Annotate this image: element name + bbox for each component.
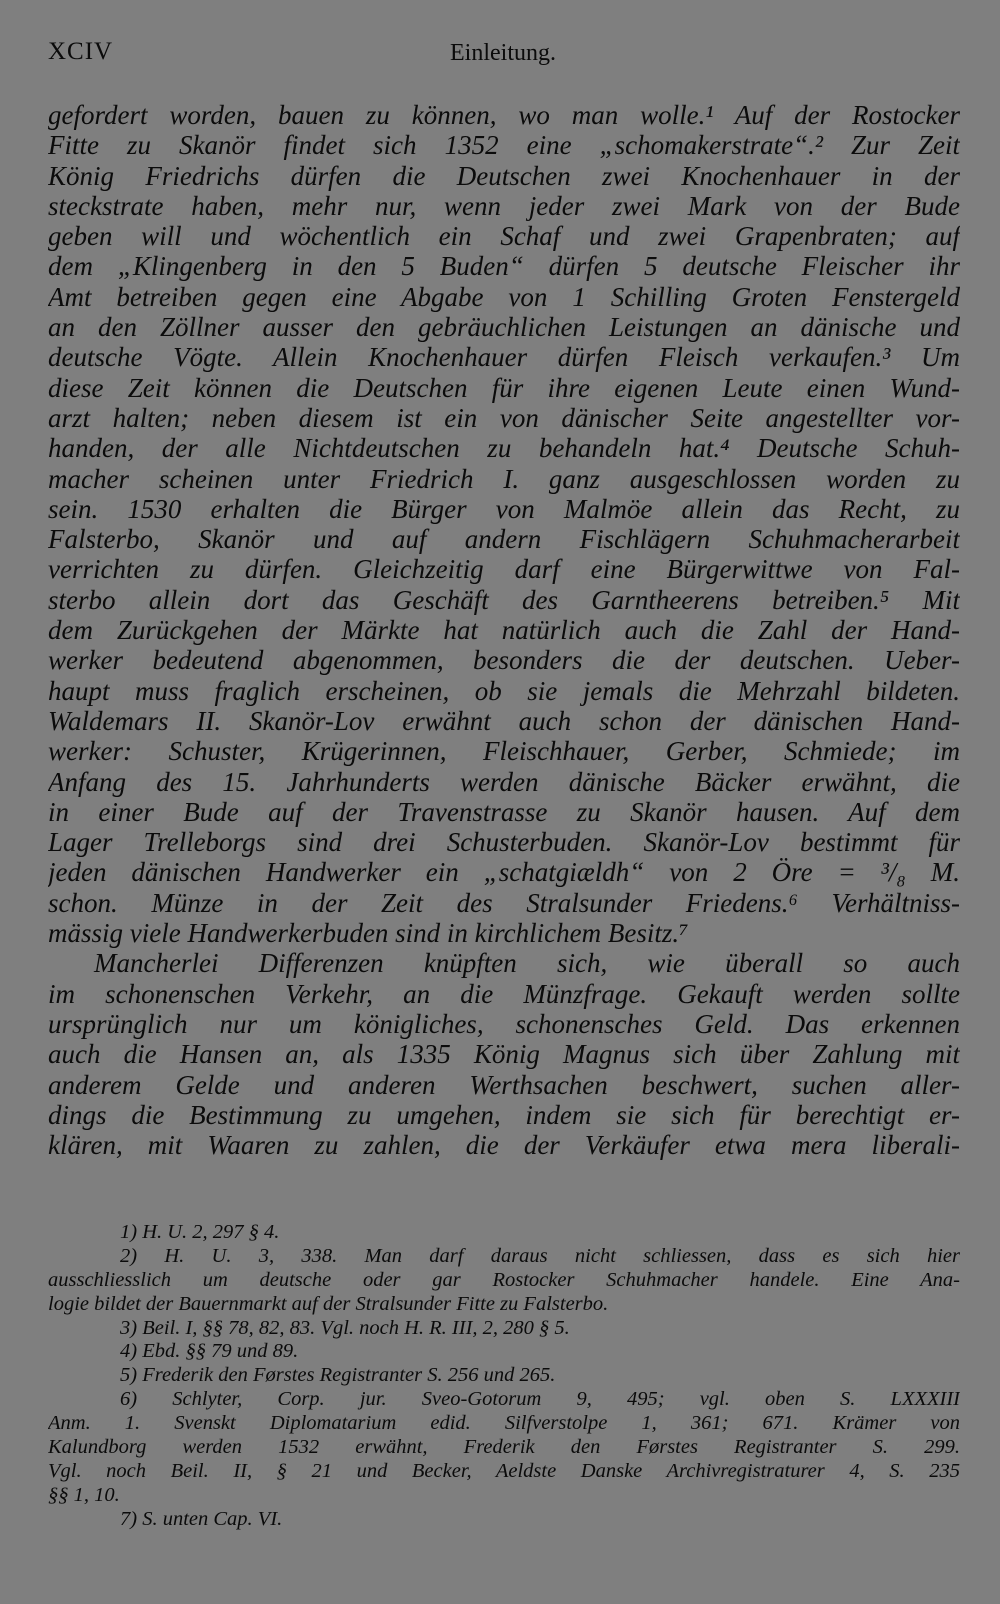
body-line: werker: Schuster, Krügerinnen, Fleischhauer, Gerber, Schmiede; im	[48, 736, 960, 767]
body-text	[48, 100, 960, 1160]
body-line: Anfang des 15. Jahrhunderts werden dänische Bäcker erwähnt, die	[48, 766, 960, 797]
body-line: mässig viele Handwerkerbuden sind in kirchlichem Besitz.⁷	[48, 918, 689, 949]
footnotes	[48, 1221, 960, 1532]
footnote-line: §§ 1, 10.	[48, 1483, 120, 1506]
body-line: macher scheinen unter Friedrich I. ganz ausgeschlossen worden zu	[48, 463, 960, 494]
footnote-line: 2) H. U. 3, 338. Man darf daraus nicht schliessen, dass es sich hier	[120, 1244, 960, 1267]
page-header	[48, 38, 958, 74]
footnote-line: Kalundborg werden 1532 erwähnt, Frederik den Førstes Registranter S. 299.	[48, 1436, 960, 1459]
body-line: haupt muss fraglich erscheinen, ob sie jemals die Mehrzahl bildeten.	[48, 675, 960, 706]
body-line: ursprünglich nur um königliches, schonensches Geld. Das erkennen	[48, 1008, 960, 1039]
body-line: klären, mit Waaren zu zahlen, die der Verkäufer etwa mera liberali-	[48, 1130, 960, 1161]
body-line: steckstrate haben, mehr nur, wenn jeder zwei Mark von der Bude	[48, 190, 960, 221]
body-line: jeden dänischen Handwerker ein „schatgiældh“ von 2 Öre = ³/₈ M.	[48, 857, 960, 888]
body-line: schon. Münze in der Zeit des Stralsunder Friedens.⁶ Verhältniss-	[48, 887, 960, 918]
body-line: im schonenschen Verkehr, an die Münzfrage. Gekauft werden sollte	[48, 978, 960, 1009]
body-line: Mancherlei Differenzen knüpften sich, wie überall so auch	[94, 948, 960, 979]
body-line: verrichten zu dürfen. Gleichzeitig darf eine Bürgerwittwe von Fal-	[48, 554, 960, 585]
body-line: sterbo allein dort das Geschäft des Garntheerens betreiben.⁵ Mit	[48, 584, 960, 615]
footnote-line: 1) H. U. 2, 297 § 4.	[120, 1221, 280, 1243]
body-line: Amt betreiben gegen eine Abgabe von 1 Schilling Groten Fenstergeld	[48, 281, 960, 312]
body-line: sein. 1530 erhalten die Bürger von Malmöe allein das Recht, zu	[48, 493, 960, 524]
body-line: an den Zöllner ausser den gebräuchlichen Leistungen an dänische und	[48, 312, 960, 343]
body-line: in einer Bude auf der Travenstrasse zu Skanör hausen. Auf dem	[48, 796, 960, 827]
body-line: dem Zurückgehen der Märkte hat natürlich auch die Zahl der Hand-	[48, 615, 960, 646]
body-line: geben will und wöchentlich ein Schaf und zwei Grapenbraten; auf	[48, 221, 960, 252]
body-line: Waldemars II. Skanör-Lov erwähnt auch schon der dänischen Hand-	[48, 705, 960, 736]
body-line: dem „Klingenberg in den 5 Buden“ dürfen 5 deutsche Fleischer ihr	[48, 251, 960, 282]
footnote-line: logie bildet der Bauernmarkt auf der Stralsunder Fitte zu Falsterbo.	[48, 1292, 609, 1315]
body-line: diese Zeit können die Deutschen für ihre eigenen Leute einen Wund-	[48, 372, 960, 403]
body-line: Lager Trelleborgs sind drei Schusterbuden. Skanör-Lov bestimmt für	[48, 827, 960, 858]
footnote-line: Anm. 1. Svenskt Diplomatarium edid. Silfverstolpe 1, 361; 671. Krämer von	[48, 1412, 960, 1435]
body-line: anderem Gelde und anderen Werthsachen beschwert, suchen aller-	[48, 1069, 960, 1100]
body-line: Fitte zu Skanör findet sich 1352 eine „schomakerstrate“.² Zur Zeit	[48, 130, 960, 161]
body-line: handen, der alle Nichtdeutschen zu behandeln hat.⁴ Deutsche Schuh-	[48, 433, 960, 464]
running-title: Einleitung.	[450, 40, 556, 66]
body-line: König Friedrichs dürfen die Deutschen zwei Knochenhauer in der	[48, 160, 960, 191]
footnote-line: 5) Frederik den Førstes Registranter S. 256 und 265.	[120, 1364, 556, 1387]
footnote-line: 4) Ebd. §§ 79 und 89.	[120, 1340, 299, 1363]
footnote-line: Vgl. noch Beil. II, § 21 und Becker, Aeldste Danske Archivregistraturer 4, S. 235	[48, 1459, 960, 1482]
body-line: deutsche Vögte. Allein Knochenhauer dürfen Fleisch verkaufen.³ Um	[48, 342, 960, 373]
footnote-line: 3) Beil. I, §§ 78, 82, 83. Vgl. noch H. R. III, 2, 280 § 5.	[120, 1316, 570, 1339]
body-line: Falsterbo, Skanör und auf andern Fischlägern Schuhmacherarbeit	[48, 524, 960, 555]
footnote-line: ausschliesslich um deutsche oder gar Rostocker Schuhmacher handele. Eine Ana-	[48, 1268, 960, 1291]
page-number: XCIV	[48, 38, 114, 65]
footnote-line: 6) Schlyter, Corp. jur. Sveo-Gotorum 9, 495; vgl. oben S. LXXXIII	[120, 1388, 960, 1411]
body-line: arzt halten; neben diesem ist ein von dänischer Seite angestellter vor-	[48, 402, 960, 433]
body-line: auch die Hansen an, als 1335 König Magnus sich über Zahlung mit	[48, 1039, 960, 1070]
body-line: dings die Bestimmung zu umgehen, indem sie sich für berechtigt er-	[48, 1099, 960, 1130]
footnote-line: 7) S. unten Cap. VI.	[120, 1507, 283, 1530]
body-line: werker bedeutend abgenommen, besonders die der deutschen. Ueber-	[48, 645, 960, 676]
body-line: gefordert worden, bauen zu können, wo man wolle.¹ Auf der Rostocker	[48, 100, 960, 130]
